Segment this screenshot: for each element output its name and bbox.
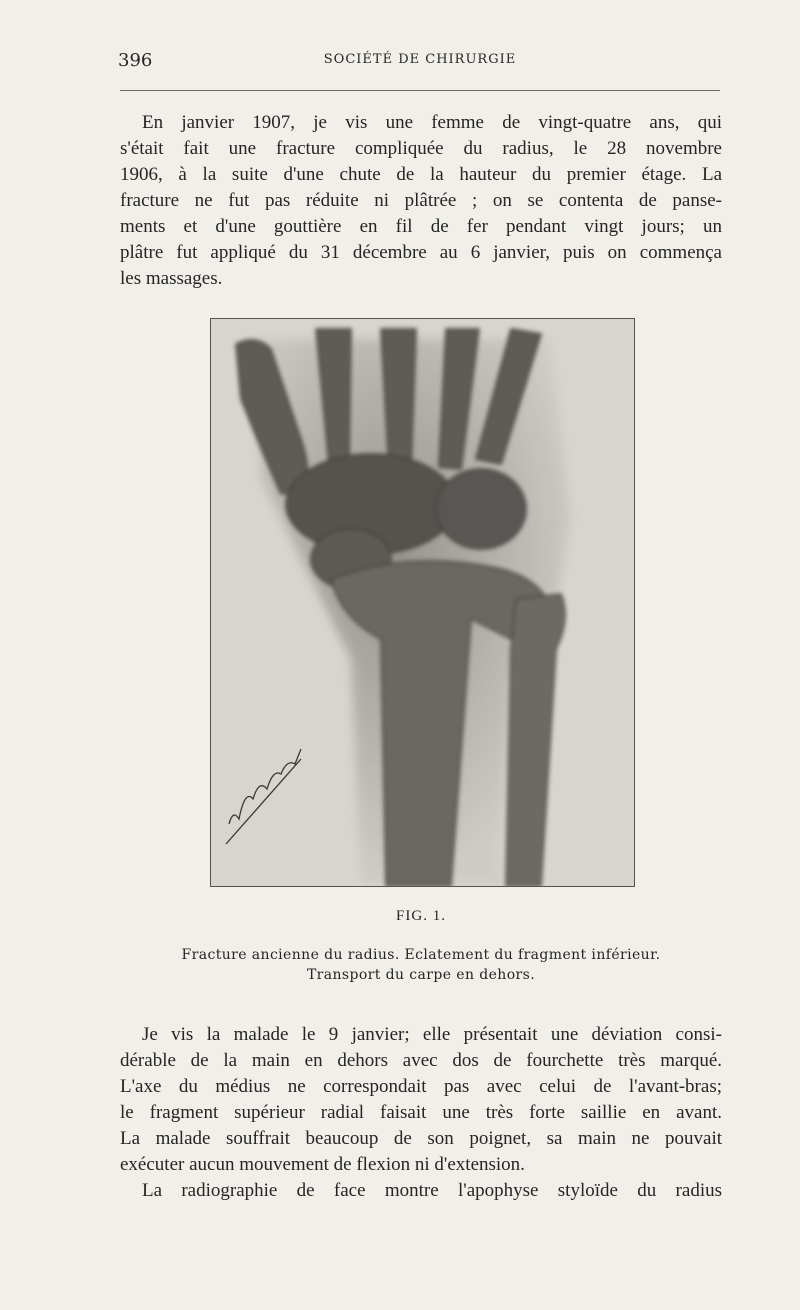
text-line: ments et d'une gouttière en fil de fer pendant vingt jours; un <box>120 216 722 237</box>
page-number: 396 <box>118 50 153 71</box>
carpal-bone <box>436 469 526 549</box>
text-line: En janvier 1907, je vis une femme de vingt-quatre ans, qui <box>142 112 722 133</box>
text-line: Je vis la malade le 9 janvier; elle présentait une déviation consi- <box>142 1024 722 1045</box>
xray-image <box>211 319 634 886</box>
text-line: L'axe du médius ne correspondait pas avec celui de l'avant-bras; <box>120 1076 722 1097</box>
text-line: La radiographie de face montre l'apophyse styloïde du radius <box>142 1180 722 1201</box>
text-line: fracture ne fut pas réduite ni plâtrée ; on se contenta de panse- <box>120 190 722 211</box>
text-line: s'était fait une fracture compliquée du radius, le 28 novembre <box>120 138 722 159</box>
text-line: le fragment supérieur radial faisait une très forte saillie en avant. <box>120 1102 722 1123</box>
xray-figure <box>210 318 635 887</box>
caption-line: Transport du carpe en dehors. <box>306 967 536 983</box>
figure-label: FIG. 1. <box>396 908 446 924</box>
text-line: 1906, à la suite d'une chute de la hauteur du premier étage. La <box>120 164 722 185</box>
header-rule <box>120 90 720 91</box>
page-header <box>118 50 722 74</box>
caption-line: Fracture ancienne du radius. Eclatement du fragment inférieur. <box>181 947 661 963</box>
text-line: exécuter aucun mouvement de flexion ni d'extension. <box>120 1154 525 1175</box>
running-title: SOCIÉTÉ DE CHIRURGIE <box>323 52 517 67</box>
text-line: plâtre fut appliqué du 31 décembre au 6 janvier, puis on commença <box>120 242 722 263</box>
figure-caption <box>120 945 722 985</box>
text-line: les massages. <box>120 268 223 289</box>
text-line: dérable de la main en dehors avec dos de fourchette très marqué. <box>120 1050 722 1071</box>
text-line: La malade souffrait beaucoup de son poignet, sa main ne pouvait <box>120 1128 722 1149</box>
paragraph-1 <box>120 110 722 292</box>
paragraph-2 <box>120 1022 722 1204</box>
